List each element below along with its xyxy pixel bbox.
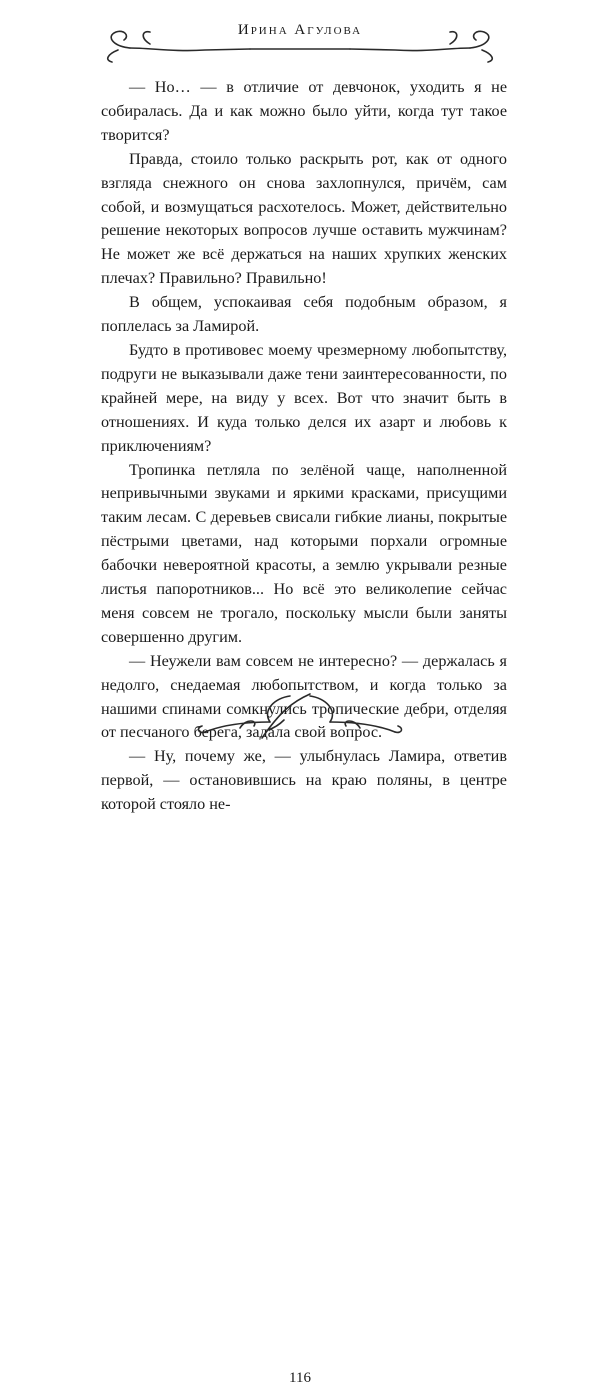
page-header: [0, 0, 600, 70]
paragraph: Тропинка петляла по зелёной чаще, наполненной непривычными звуками и яркими красками, присущими таким лесам. С деревьев свисали гибкие лианы, покрытые пёстрыми цветами, над которыми порхали огромные бабочки невероятной красоты, а землю укрывали резные листья папоротников... Но всё это великолепие сейчас меня совсем не трогало, поскольку мысли были заняты совершенно другим.: [101, 460, 507, 646]
footer-ornament: [0, 672, 600, 742]
paragraph: — Ну, почему же, — улыбнулась Ламира, ответив первой, — остановившись на краю поляны, в центре которой стояло не-: [101, 747, 507, 814]
paragraph: — Неужели вам совсем не интересно? — держалась я недолго, снедаемая любопытством, и когда только за нашими спинами сомкнулись тропические дебри, отделяя от песчаного берега, задала свой вопрос.: [101, 651, 507, 742]
paragraph: — Но… — в отличие от девчонок, уходить я не собиралась. Да и как можно было уйти, когда тут такое творится?: [101, 78, 507, 144]
running-head: Ирина Агулова: [237, 22, 363, 38]
page-number: 116: [289, 1370, 311, 1386]
paragraph: Правда, стоило только раскрыть рот, как от одного взгляда снежного он снова захлопнулся, причём, сам собой, и возмущаться расхотелось. Может, действительно решение некоторых вопросов лучше оставить мужчинам? Не может же всё держаться на наших хрупких женских плечах? Правильно? Правильно!: [101, 149, 507, 288]
paragraph: В общем, успокаивая себя подобным образом, я поплелась за Ламирой.: [101, 293, 507, 336]
paragraph: Будто в противовес моему чрезмерному любопытству, подруги не выказывали даже тени заинтересованности, по крайней мере, на виду у всех. Вот что значит быть в отношениях. И куда только делся их азарт и любовь к приключениям?: [101, 340, 507, 455]
